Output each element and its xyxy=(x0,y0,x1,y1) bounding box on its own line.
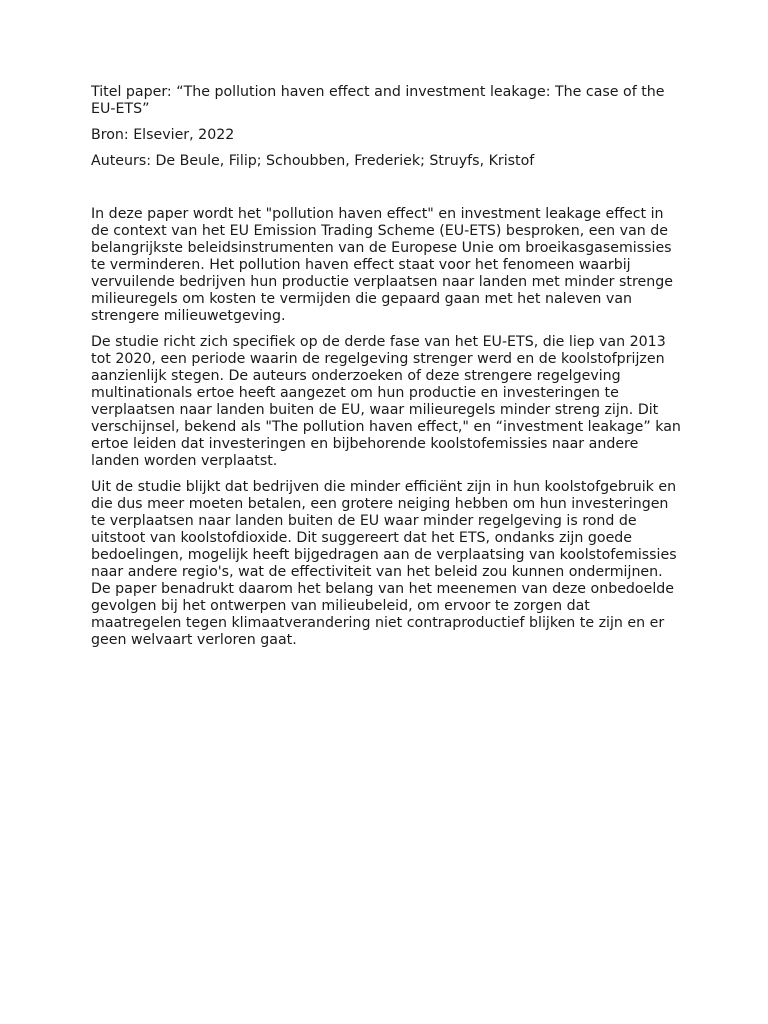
section-spacer xyxy=(91,179,683,206)
paragraph-study-focus: De studie richt zich specifiek op de derde fase van het EU-ETS, die liep van 2013 tot 2020, een periode waarin de regelgeving strenger werd en de koolstofprijzen aanzienlijk stegen. De auteurs onderzoeken of deze strengere regelgeving multinationals ertoe heeft aangezet om hun productie en investeringen te verplaatsen naar landen buiten de EU, waar milieuregels minder streng zijn. Dit verschijnsel, bekend als "The pollution haven effect," en “investment leakage” kan ertoe leiden dat investeringen en bijbehorende koolstofemissies naar andere landen worden verplaatst. xyxy=(91,334,681,469)
authors-line: Auteurs: De Beule, Filip; Schoubben, Frederiek; Struyfs, Kristof xyxy=(91,153,535,169)
paper-title-line: Titel paper: “The pollution haven effect and investment leakage: The case of the EU-ETS” xyxy=(91,84,665,117)
paragraph-findings: Uit de studie blijkt dat bedrijven die minder efficiënt zijn in hun koolstofgebruik en die dus meer moeten betalen, een grotere neiging hebben om hun investeringen te verplaatsen naar landen buiten de EU waar minder regelgeving is rond de uitstoot van koolstofdioxide. Dit suggereert dat het ETS, ondanks zijn goede bedoelingen, mogelijk heeft bijgedragen aan de verplaatsing van koolstofemissies naar andere regio's, wat de effectiviteit van het beleid zou kunnen ondermijnen. De paper benadrukt daarom het belang van het meenemen van deze onbedoelde gevolgen bij het ontwerpen van milieubeleid, om ervoor te zorgen dat maatregelen tegen klimaatverandering niet contraproductief blijken te zijn en er geen welvaart verloren gaat. xyxy=(91,479,677,648)
paragraph-intro: In deze paper wordt het "pollution haven effect" en investment leakage effect in de context van het EU Emission Trading Scheme (EU-ETS) besproken, een van de belangrijkste beleidsinstrumenten van de Europese Unie om broeikasgasemissies te verminderen. Het pollution haven effect staat voor het fenomeen waarbij vervuilende bedrijven hun productie verplaatsen naar landen met minder strenge milieuregels om kosten te vermijden die gepaard gaan met het naleven van strengere milieuwetgeving. xyxy=(91,206,673,324)
source-line: Bron: Elsevier, 2022 xyxy=(91,127,235,143)
document-body xyxy=(91,84,683,658)
